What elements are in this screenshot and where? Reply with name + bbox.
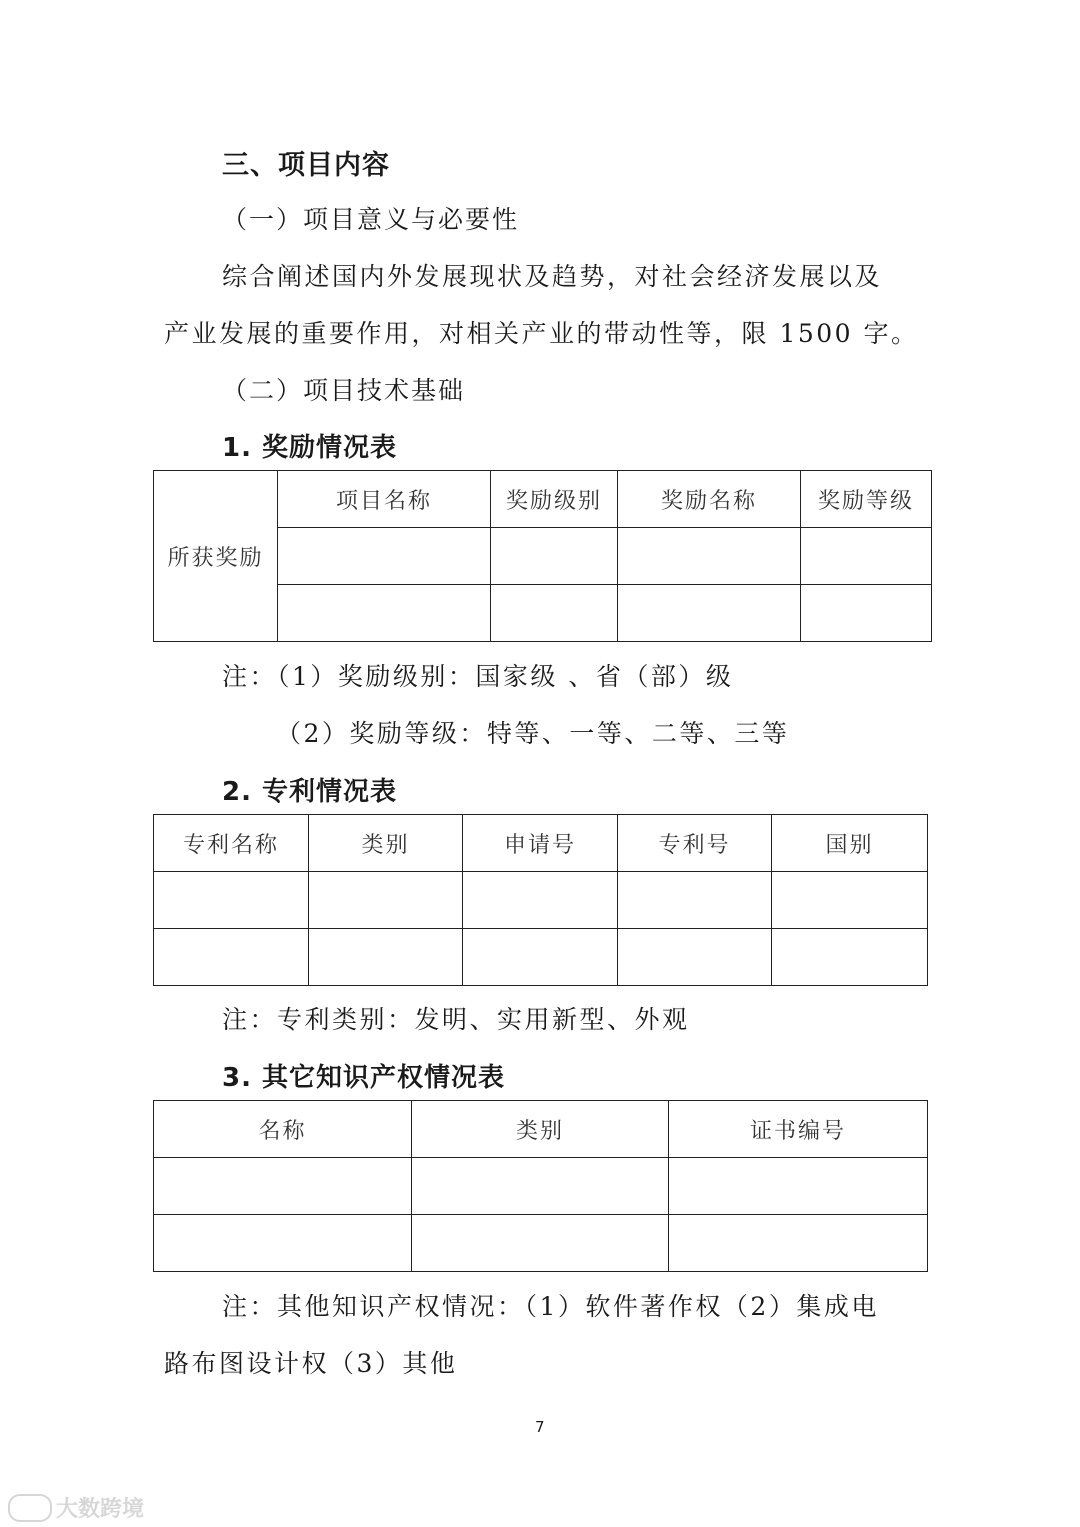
paragraph-line-2: 产业发展的重要作用，对相关产业的带动性等，限 1500 字。 (164, 319, 919, 348)
patents-col-type: 类别 (309, 815, 463, 872)
patents-heading: 2. 专利情况表 (222, 777, 398, 807)
awards-row-label: 所获奖励 (154, 471, 278, 642)
table-cell[interactable] (801, 585, 932, 642)
table-cell[interactable] (278, 585, 491, 642)
table-cell[interactable] (463, 872, 618, 929)
table-row (154, 1215, 928, 1272)
ip-note-line-1: 注：其他知识产权情况：（1）软件著作权（2）集成电 (222, 1292, 879, 1321)
table-cell[interactable] (618, 872, 772, 929)
awards-col-award-name: 奖励名称 (618, 471, 801, 528)
table-cell[interactable] (491, 585, 618, 642)
table-row (154, 929, 928, 986)
awards-col-project-name: 项目名称 (278, 471, 491, 528)
watermark-text: 大数跨境 (56, 1497, 145, 1522)
awards-col-award-grade: 奖励等级 (801, 471, 932, 528)
table-cell[interactable] (412, 1158, 669, 1215)
table-cell[interactable] (154, 1158, 412, 1215)
awards-col-award-level: 奖励级别 (491, 471, 618, 528)
table-cell[interactable] (154, 1215, 412, 1272)
section-title: 三、项目内容 (222, 150, 390, 181)
patents-table (153, 814, 928, 986)
patents-col-country: 国别 (772, 815, 928, 872)
watermark-logo-icon (8, 1494, 52, 1522)
table-cell[interactable] (491, 528, 618, 585)
table-cell[interactable] (618, 585, 801, 642)
ip-col-certificate-no: 证书编号 (669, 1101, 928, 1158)
ip-col-type: 类别 (412, 1101, 669, 1158)
table-cell[interactable] (772, 872, 928, 929)
patents-note: 注：专利类别：发明、实用新型、外观 (222, 1005, 690, 1034)
ip-heading: 3. 其它知识产权情况表 (222, 1063, 506, 1093)
paragraph-line-1: 综合阐述国内外发展现状及趋势，对社会经济发展以及 (222, 262, 883, 291)
subsection-tech-basis: （二）项目技术基础 (222, 376, 466, 405)
table-cell[interactable] (309, 872, 463, 929)
watermark (8, 1492, 144, 1523)
awards-table (153, 470, 932, 642)
table-cell[interactable] (154, 929, 309, 986)
awards-note-2: （2）奖励等级：特等、一等、二等、三等 (276, 719, 790, 748)
ip-table (153, 1100, 928, 1272)
table-row (154, 872, 928, 929)
subsection-significance: （一）项目意义与必要性 (222, 205, 520, 234)
table-cell[interactable] (463, 929, 618, 986)
table-cell[interactable] (669, 1215, 928, 1272)
table-cell[interactable] (618, 929, 772, 986)
table-cell[interactable] (618, 528, 801, 585)
table-cell[interactable] (772, 929, 928, 986)
patents-col-application-no: 申请号 (463, 815, 618, 872)
patents-col-name: 专利名称 (154, 815, 309, 872)
table-cell[interactable] (278, 528, 491, 585)
awards-heading: 1. 奖励情况表 (222, 433, 398, 463)
table-cell[interactable] (412, 1215, 669, 1272)
table-cell[interactable] (309, 929, 463, 986)
awards-note-1: 注：（1）奖励级别：国家级 、省（部）级 (222, 662, 734, 691)
table-cell[interactable] (669, 1158, 928, 1215)
patents-col-patent-no: 专利号 (618, 815, 772, 872)
page-number: 7 (535, 1418, 545, 1436)
table-cell[interactable] (801, 528, 932, 585)
ip-col-name: 名称 (154, 1101, 412, 1158)
table-cell[interactable] (154, 872, 309, 929)
ip-note-line-2: 路布图设计权（3）其他 (164, 1349, 458, 1378)
table-row (154, 1158, 928, 1215)
